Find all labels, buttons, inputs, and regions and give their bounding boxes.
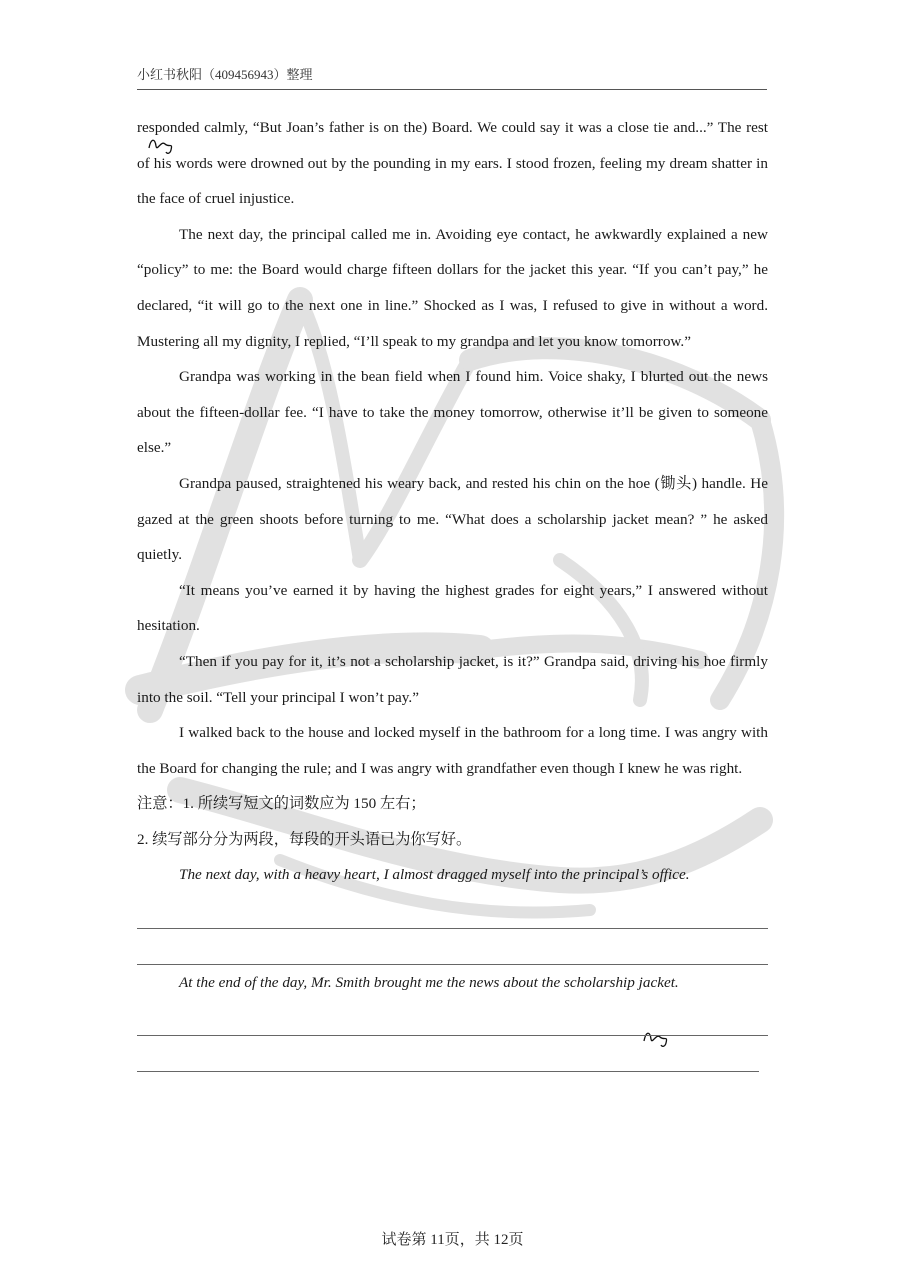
paragraph: responded calmly, “But Joan’s father is on the) Board. We could say it was a close tie and...” The rest of his words were drowned out by the pounding in my ears. I stood frozen, feeling my dream shatter in the face of cruel injustice. xyxy=(137,119,768,208)
instruction-note: 2. 续写部分分为两段，每段的开头语已为你写好。 xyxy=(137,830,472,848)
writing-line[interactable] xyxy=(137,893,768,929)
page-header: 小红书秋阳（409456943）整理 xyxy=(137,64,767,90)
paragraph: “It means you’ve earned it by having the highest grades for eight years,” I answered without hesitation. xyxy=(137,581,768,635)
continuation-prompt: The next day, with a heavy heart, I almost dragged myself into the principal’s office. xyxy=(179,866,690,884)
writing-line[interactable] xyxy=(137,1001,768,1037)
writing-line[interactable] xyxy=(137,929,768,965)
writing-line[interactable] xyxy=(137,1036,759,1072)
instruction-note: 注意：1. 所续写短文的词数应为 150 左右； xyxy=(137,795,426,813)
paragraph: “Then if you pay for it, it’s not a scholarship jacket, is it?” Grandpa said, driving his hoe firmly into the soil. “Tell your principal I won’t pay.” xyxy=(137,652,768,706)
paragraph: I walked back to the house and locked myself in the bathroom for a long time. I was angry with the Board for changing the rule; and I was angry with grandfather even though I knew he was right. xyxy=(137,724,768,777)
passage-content xyxy=(137,110,768,1072)
paragraph: The next day, the principal called me in. Avoiding eye contact, he awkwardly explained a new “policy” to me: the Board would charge fifteen dollars for the jacket this year. “If you can’t pay,” he declared, “it will go to the next one in line.” Shocked as I was, I refused to give in without a word. Mustering all my dignity, I replied, “I’ll speak to my grandpa and let you know tomorrow.” xyxy=(137,225,768,350)
paragraph: Grandpa paused, straightened his weary back, and rested his chin on the hoe (锄头) handle. He gazed at the green shoots before turning to me. “What does a scholarship jacket mean? ” he asked quietly. xyxy=(137,474,768,564)
page-footer: 试卷第 11页，共 12页 xyxy=(381,1232,524,1248)
continuation-prompt: At the end of the day, Mr. Smith brought me the news about the scholarship jacket. xyxy=(179,973,679,991)
paragraph: Grandpa was working in the bean field when I found him. Voice shaky, I blurted out the news about the fifteen-dollar fee. “I have to take the money tomorrow, otherwise it’ll be given to someone else.” xyxy=(137,368,768,457)
